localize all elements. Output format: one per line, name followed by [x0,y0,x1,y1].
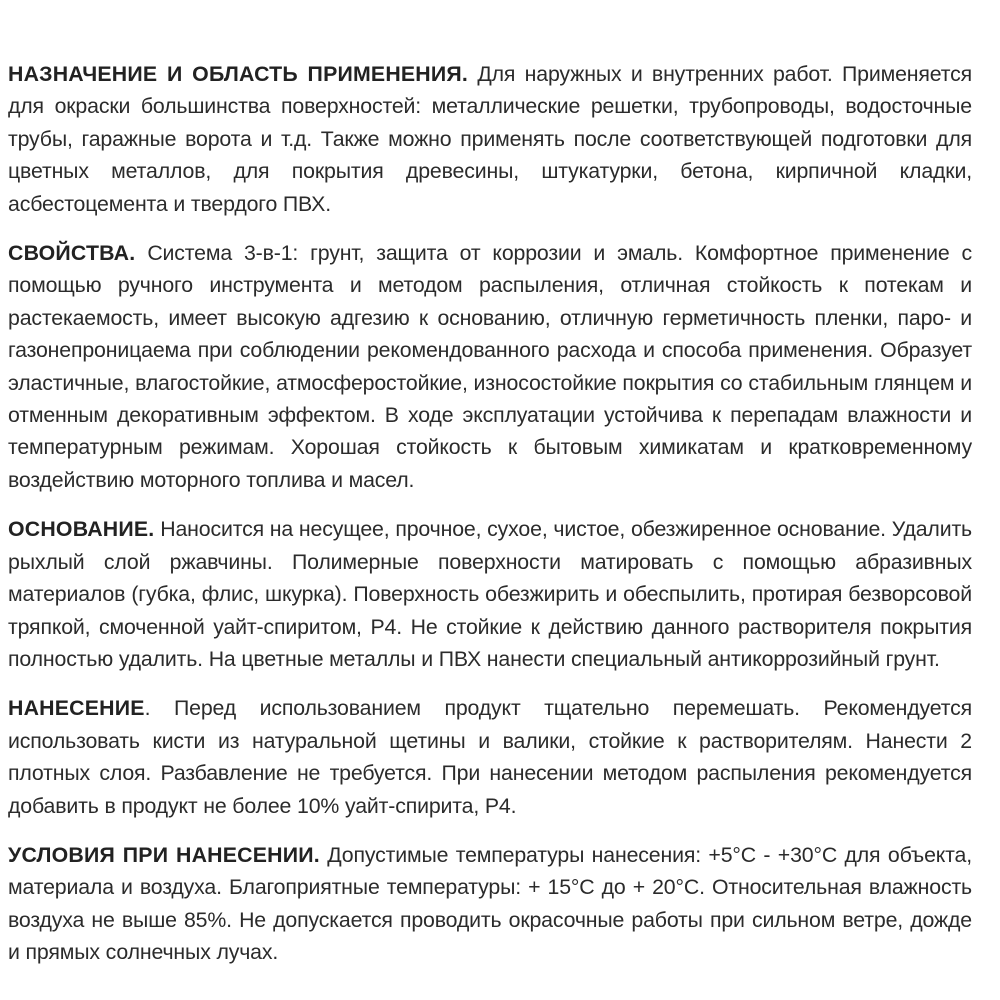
section-heading: ОСНОВАНИЕ. [8,517,155,542]
section-heading: НАЗНАЧЕНИЕ И ОБЛАСТЬ ПРИМЕНЕНИЯ. [8,62,469,86]
section-text: Для наружных и внутренних работ. Применяется для окраски большинства поверхностей: металлические решетки, трубопроводы, водосточные трубы, гаражные ворота и т.д. Также можно применять после соответствующей подготовки для цветных металлов, для покрытия древесины, штукатурки, бетона, кирпичной кладки, асбестоцемента и твердого ПВХ. [8,62,972,216]
section-text: . Перед использованием продукт тщательно перемешать. Рекомендуется использовать кисти из натуральной щетины и валики, стойкие к растворителям. Нанести 2 плотных слоя. Разбавление не требуется. При нанесении методом распыления рекомендуется добавить в продукт не более 10% уайт-спирита, Р4. [8,696,972,818]
section-properties [8,237,972,496]
section-text: Система 3-в-1: грунт, защита от коррозии и эмаль. Комфортное применение с помощью ручного инструмента и методом распыления, отличная стойкость к потекам и растекаемость, имеет высокую адгезию к основанию, отличную герметичность пленки, паро- и газонепроницаема при соблюдении рекомендованного расхода и способа применения. Образует эластичные, влагостойкие, атмосферостойкие, износостойкие покрытия со стабильным глянцем и отменным декоративным эффектом. В ходе эксплуатации устойчива к перепадам влажности и температурным режимам. Хорошая стойкость к бытовым химикатам и кратковременному воздействию моторного топлива и масел. [8,241,972,492]
section-heading: СВОЙСТВА. [8,241,136,266]
product-description-document [8,58,972,986]
section-text: Наносится на несущее, прочное, сухое, чистое, обезжиренное основание. Удалить рыхлый слой ржавчины. Полимерные поверхности матировать с помощью абразивных материалов (губка, флис, шкурка). Поверхность обезжирить и обеспылить, протирая безворсовой тряпкой, смоченной уайт-спиритом, Р4. Не стойкие к действию данного растворителя покрытия полностью удалить. На цветные металлы и ПВХ нанести специальный антикоррозийный грунт. [8,517,972,671]
section-application [8,692,972,822]
section-heading: НАНЕСЕНИЕ [8,696,145,721]
section-application-conditions [8,839,972,969]
section-heading: УСЛОВИЯ ПРИ НАНЕСЕНИИ. [8,842,320,867]
section-substrate [8,513,972,675]
section-text: Допустимые температуры нанесения: +5°С - +30°С для объекта, материала и воздуха. Благоприятные температуры: + 15°С до + 20°С. Относительная влажность воздуха не выше 85%. Не допускается проводить окрасочные работы при сильном ветре, дожде и прямых солнечных лучах. [8,842,972,965]
section-purpose [8,58,972,220]
